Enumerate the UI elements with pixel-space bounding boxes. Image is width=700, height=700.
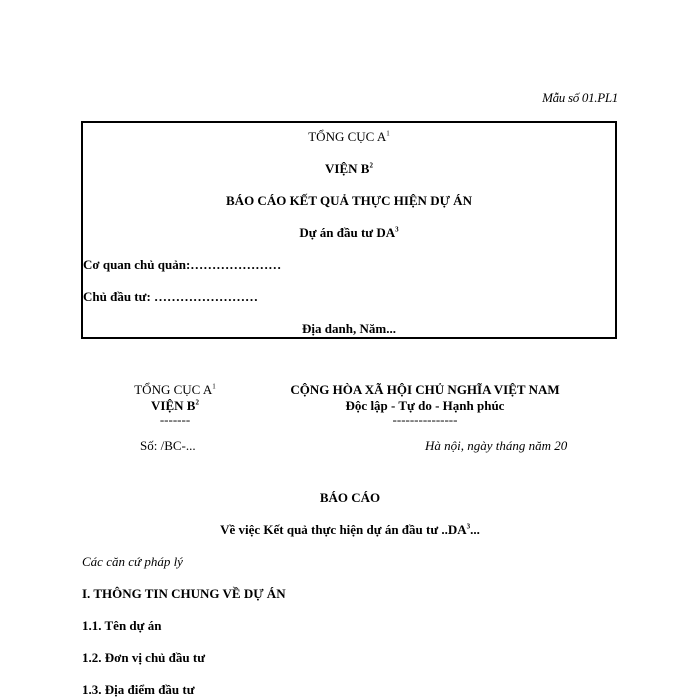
cover-report-title: BÁO CÁO KẾT QUẢ THỰC HIỆN DỰ ÁN: [226, 193, 472, 208]
item-1-2: 1.2. Đơn vị chủ đầu tư: [82, 650, 205, 665]
header-agency: TỔNG CỤC $A^1$: [134, 382, 216, 397]
nation-title: CỘNG HÒA XÃ HỘI CHỦ NGHĨA VIỆT NAM: [290, 382, 560, 397]
cover-governing-agency: Cơ quan chủ quản:…………………: [83, 257, 282, 272]
cover-investor: Chủ đầu tư: ……………………: [83, 289, 259, 304]
cover-agency: TỔNG CỤC $A^1$: [308, 129, 390, 144]
report-title: BÁO CÁO: [319, 490, 381, 505]
item-1-3: 1.3. Địa điểm đầu tư: [82, 682, 195, 697]
nation-motto: Độc lập - Tự do - Hạnh phúc: [345, 398, 505, 413]
legal-basis: Các căn cứ pháp lý: [82, 554, 183, 569]
item-1-1: 1.1. Tên dự án: [82, 618, 162, 633]
document-number: Số: /BC-...: [140, 438, 196, 453]
date-line: Hà nội, ngày tháng năm 20: [425, 438, 568, 453]
cover-place-year: Địa danh, Năm...: [302, 321, 396, 336]
report-subject: Về việc Kết quả thực hiện dự án đầu tư $..DA^3$...: [220, 522, 480, 537]
header-left-rule: -------: [159, 412, 191, 427]
cover-project: Dự án đầu tư $DA^3$: [299, 225, 399, 240]
cover-institute: VIỆN $B^2$: [325, 161, 373, 176]
form-code: Mẫu số 01.PL1: [542, 90, 618, 105]
header-right-rule: ---------------: [392, 412, 458, 427]
header-institute: VIỆN $B^2$: [151, 398, 199, 413]
section-1-heading: I. THÔNG TIN CHUNG VỀ DỰ ÁN: [82, 586, 286, 601]
cover-box: [81, 121, 617, 339]
